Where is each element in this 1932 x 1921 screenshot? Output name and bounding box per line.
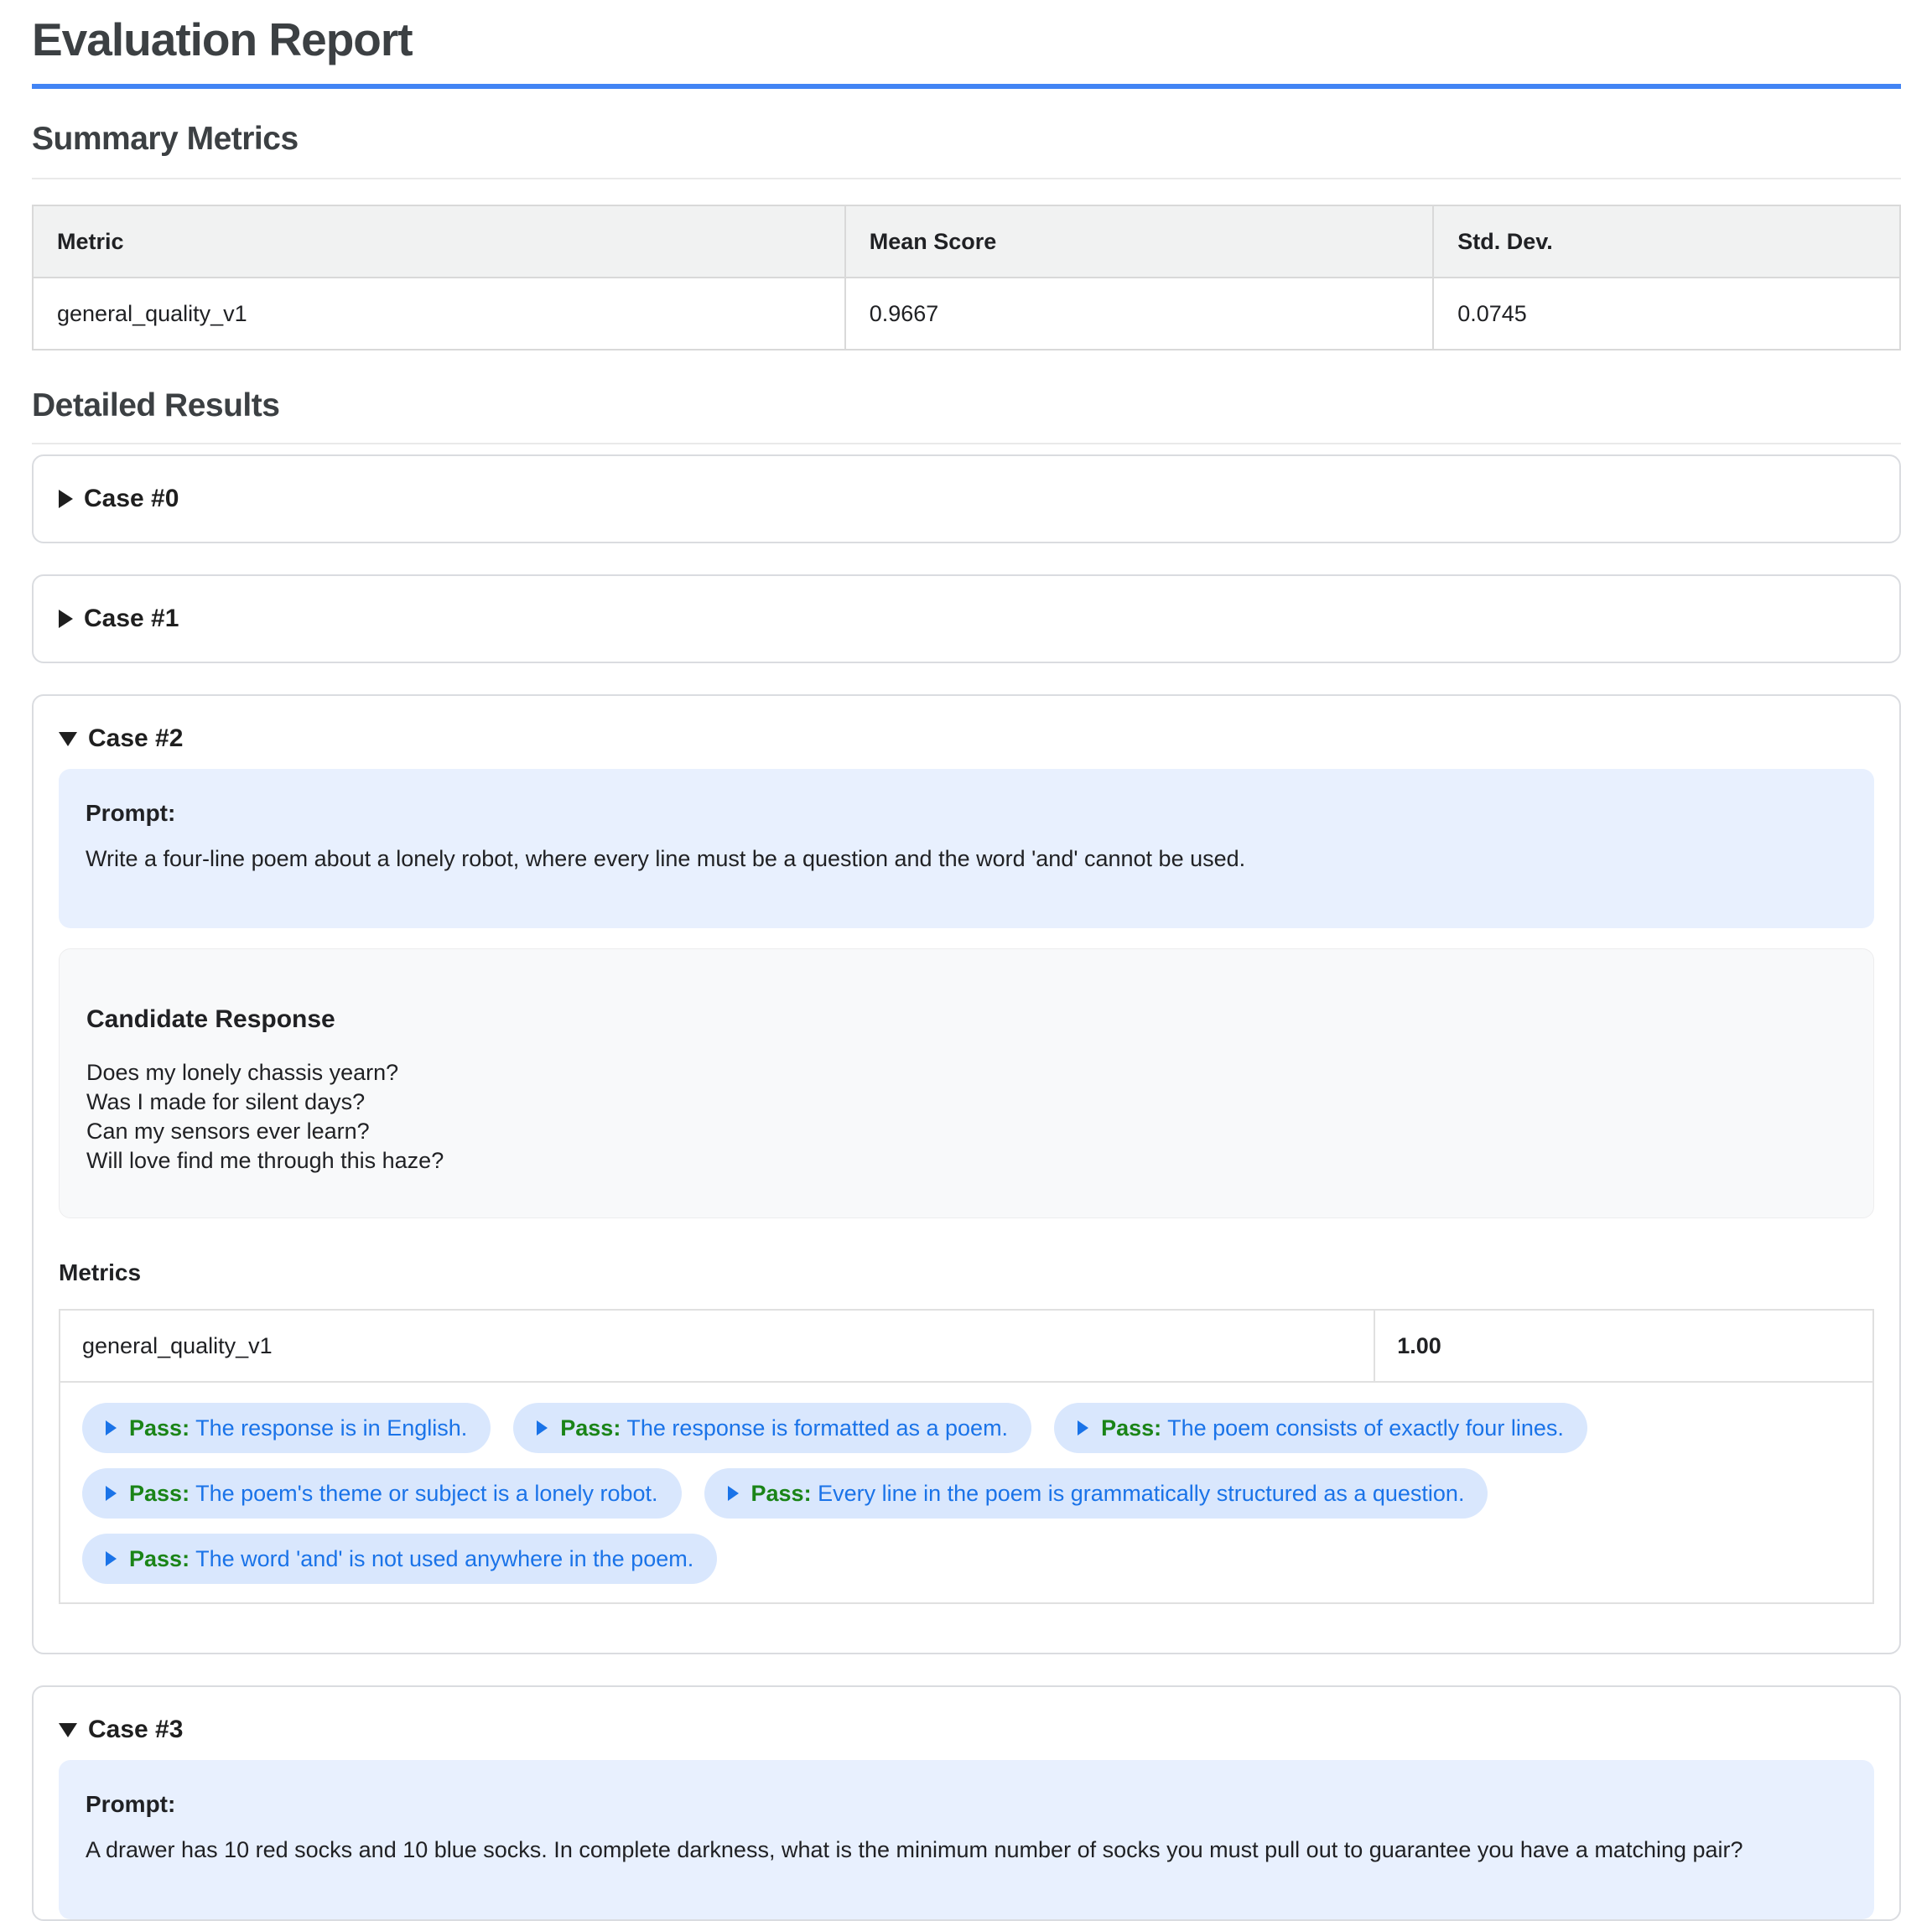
prompt-label: Prompt: bbox=[86, 800, 176, 826]
summary-table-row bbox=[33, 278, 1900, 350]
check-badge[interactable] bbox=[82, 1468, 682, 1519]
check-label: Pass: The response is formatted as a poem. bbox=[560, 1415, 1009, 1441]
expand-arrow-icon bbox=[537, 1420, 548, 1436]
summary-table-header-row bbox=[33, 205, 1900, 278]
page-title: Evaluation Report bbox=[32, 0, 1901, 89]
check-badge[interactable] bbox=[82, 1534, 717, 1584]
check-label: Pass: The response is in English. bbox=[129, 1415, 468, 1441]
case-2-metrics-table bbox=[59, 1309, 1874, 1604]
chevron-right-icon bbox=[59, 490, 73, 508]
case-2-body bbox=[34, 769, 1899, 1653]
case-3-card bbox=[32, 1685, 1901, 1921]
metrics-heading: Metrics bbox=[59, 1259, 142, 1285]
metric-name-cell: general_quality_v1 bbox=[60, 1310, 1374, 1382]
case-0-card bbox=[32, 454, 1901, 543]
check-badge[interactable] bbox=[704, 1468, 1488, 1519]
check-badge[interactable] bbox=[1054, 1403, 1587, 1453]
check-badge[interactable] bbox=[513, 1403, 1031, 1453]
prompt-text: A drawer has 10 red socks and 10 blue socks. In complete darkness, what is the minimum number of socks you must pull out to guarantee you have a matching pair? bbox=[86, 1837, 1743, 1862]
candidate-response-text bbox=[86, 1058, 1846, 1176]
candidate-response-heading: Candidate Response bbox=[86, 1005, 335, 1033]
chevron-down-icon bbox=[59, 1723, 77, 1737]
metric-name-cell: general_quality_v1 bbox=[33, 278, 845, 350]
check-label: Pass: Every line in the poem is grammatically structured as a question. bbox=[750, 1481, 1465, 1506]
check-label: Pass: The poem's theme or subject is a lonely robot. bbox=[129, 1481, 658, 1506]
case-2-label: Case #2 bbox=[88, 724, 184, 752]
checks-list bbox=[82, 1403, 1851, 1584]
expand-arrow-icon bbox=[106, 1551, 117, 1566]
case-0-label: Case #0 bbox=[84, 485, 179, 512]
expand-arrow-icon bbox=[106, 1420, 117, 1436]
metric-value-cell: 1.00 bbox=[1374, 1310, 1873, 1382]
summary-metrics-heading: Summary Metrics bbox=[32, 122, 1901, 179]
poem-line: Will love find me through this haze? bbox=[86, 1148, 444, 1173]
prompt-text: Write a four-line poem about a lonely robot, where every line must be a question and the word 'and' cannot be used. bbox=[86, 846, 1246, 871]
column-header-std-dev: Std. Dev. bbox=[1433, 205, 1900, 278]
case-3-toggle[interactable] bbox=[34, 1687, 1899, 1760]
case-1-toggle[interactable] bbox=[34, 576, 1899, 662]
prompt-box bbox=[59, 769, 1874, 928]
check-badge[interactable] bbox=[82, 1403, 491, 1453]
column-header-mean-score: Mean Score bbox=[845, 205, 1434, 278]
case-0-toggle[interactable] bbox=[34, 456, 1899, 542]
check-label: Pass: The word 'and' is not used anywhere in the poem. bbox=[129, 1546, 694, 1571]
case-1-label: Case #1 bbox=[84, 605, 179, 632]
metric-score-row bbox=[60, 1310, 1873, 1382]
check-label: Pass: The poem consists of exactly four lines. bbox=[1101, 1415, 1564, 1441]
prompt-label: Prompt: bbox=[86, 1791, 176, 1817]
case-1-card bbox=[32, 574, 1901, 663]
prompt-box bbox=[59, 1760, 1874, 1919]
metric-checks-row bbox=[60, 1382, 1873, 1603]
expand-arrow-icon bbox=[728, 1486, 739, 1501]
expand-arrow-icon bbox=[106, 1486, 117, 1501]
case-3-label: Case #3 bbox=[88, 1716, 184, 1743]
mean-score-cell: 0.9667 bbox=[845, 278, 1434, 350]
chevron-right-icon bbox=[59, 610, 73, 628]
std-dev-cell: 0.0745 bbox=[1433, 278, 1900, 350]
poem-line: Was I made for silent days? bbox=[86, 1089, 366, 1114]
case-2-card bbox=[32, 694, 1901, 1654]
column-header-metric: Metric bbox=[33, 205, 845, 278]
poem-line: Can my sensors ever learn? bbox=[86, 1119, 370, 1144]
poem-line: Does my lonely chassis yearn? bbox=[86, 1060, 399, 1085]
expand-arrow-icon bbox=[1078, 1420, 1088, 1436]
case-3-body bbox=[34, 1760, 1899, 1919]
candidate-response-box bbox=[59, 948, 1874, 1218]
summary-metrics-table bbox=[32, 205, 1901, 350]
detailed-results-heading: Detailed Results bbox=[32, 389, 1901, 444]
case-2-toggle[interactable] bbox=[34, 696, 1899, 769]
checks-cell bbox=[60, 1382, 1873, 1603]
chevron-down-icon bbox=[59, 732, 77, 746]
